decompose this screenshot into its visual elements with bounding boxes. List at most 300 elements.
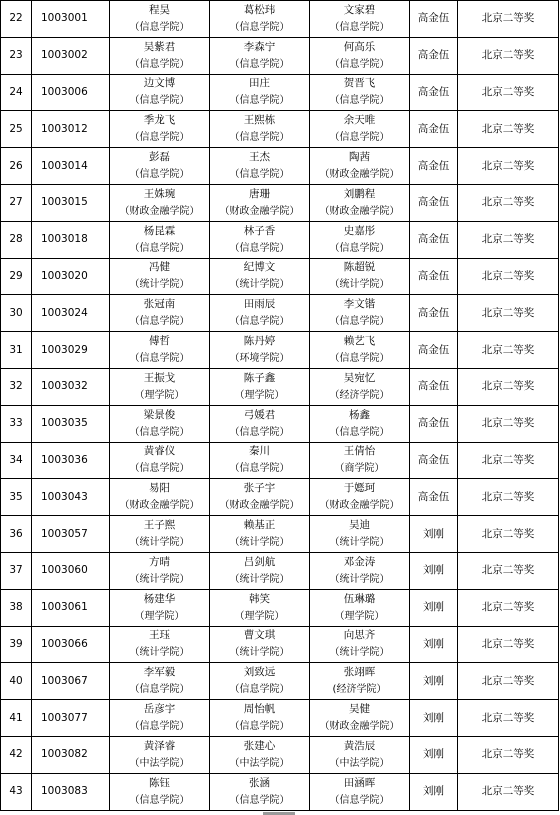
team-member-1	[110, 516, 210, 553]
member-school: （信息学院）	[129, 353, 190, 365]
member-school: （财政金融学院）	[119, 500, 200, 512]
member-name: 王振戈	[143, 371, 176, 384]
team-member-2	[210, 700, 310, 737]
member-name: 吕剑航	[243, 555, 276, 568]
award-level: 北京二等奖	[458, 184, 559, 221]
team-member-1	[110, 295, 210, 332]
member-school: （信息学院）	[229, 169, 290, 181]
member-school: （信息学院）	[329, 58, 390, 70]
award-level: 北京二等奖	[458, 148, 559, 185]
advisor: 刘刚	[410, 700, 458, 737]
member-school: （中法学院）	[129, 757, 190, 769]
row-number: 29	[1, 258, 32, 295]
team-member-3	[310, 295, 410, 332]
member-name: 刘致远	[243, 666, 276, 679]
team-member-3	[310, 148, 410, 185]
member-school: （财政金融学院）	[119, 205, 200, 217]
award-level: 北京二等奖	[458, 589, 559, 626]
member-school: （信息学院）	[129, 794, 190, 806]
member-name: 陈钰	[149, 776, 170, 789]
member-school: （财政金融学院）	[319, 169, 400, 181]
team-member-2	[210, 773, 310, 810]
advisor: 高金伍	[410, 221, 458, 258]
team-id: 1003061	[32, 589, 110, 626]
member-school: （统计学院）	[129, 279, 190, 291]
member-school: （信息学院）	[129, 21, 190, 33]
row-number: 40	[1, 663, 32, 700]
member-school: （统计学院）	[229, 279, 290, 291]
member-school: （经济学院）	[329, 389, 390, 401]
team-member-1	[110, 184, 210, 221]
team-id: 1003057	[32, 516, 110, 553]
team-id: 1003036	[32, 442, 110, 479]
team-member-3	[310, 221, 410, 258]
member-name: 张冠南	[143, 298, 176, 311]
team-id: 1003020	[32, 258, 110, 295]
member-school: （环境学院）	[229, 353, 290, 365]
table-row	[1, 589, 559, 626]
advisor: 高金伍	[410, 184, 458, 221]
row-number: 42	[1, 736, 32, 773]
member-name: 邓金涛	[343, 555, 376, 568]
team-member-3	[310, 479, 410, 516]
member-school: （信息学院）	[329, 95, 390, 107]
team-member-2	[210, 184, 310, 221]
row-number: 23	[1, 37, 32, 74]
member-school: （财政金融学院）	[219, 500, 300, 512]
member-name: 梁景俊	[143, 408, 176, 421]
member-school: （信息学院）	[129, 132, 190, 144]
member-school: （信息学院）	[329, 316, 390, 328]
advisor: 刘刚	[410, 589, 458, 626]
member-name: 唐珊	[249, 187, 270, 200]
team-id: 1003024	[32, 295, 110, 332]
team-member-2	[210, 663, 310, 700]
member-school: （信息学院）	[229, 684, 290, 696]
member-name: 方晴	[149, 555, 170, 568]
member-school: （信息学院）	[329, 353, 390, 365]
member-name: 张子宇	[243, 482, 276, 495]
member-school: （理学院）	[134, 389, 185, 401]
team-member-3	[310, 37, 410, 74]
member-school: （统计学院）	[329, 573, 390, 585]
member-name: 赖基正	[243, 519, 276, 532]
team-member-2	[210, 442, 310, 479]
member-name: 吴紫君	[143, 40, 176, 53]
table-row	[1, 773, 559, 810]
member-school: （信息学院）	[129, 463, 190, 475]
table-row	[1, 663, 559, 700]
team-member-1	[110, 700, 210, 737]
member-name: 李军毅	[143, 666, 176, 679]
award-level: 北京二等奖	[458, 74, 559, 111]
advisor: 刘刚	[410, 736, 458, 773]
table-row	[1, 552, 559, 589]
member-name: 张建心	[243, 739, 276, 752]
member-name: 陈丹婷	[243, 335, 276, 348]
member-name: 向思齐	[343, 629, 376, 642]
team-id: 1003077	[32, 700, 110, 737]
member-name: 田雨辰	[243, 298, 276, 311]
team-member-1	[110, 552, 210, 589]
table-row	[1, 442, 559, 479]
member-name: 张涵	[249, 776, 270, 789]
team-id: 1003015	[32, 184, 110, 221]
member-name: 冯健	[149, 261, 170, 274]
member-school: （信息学院）	[129, 95, 190, 107]
award-level: 北京二等奖	[458, 221, 559, 258]
member-school: （信息学院）	[229, 794, 290, 806]
award-level: 北京二等奖	[458, 663, 559, 700]
team-id: 1003006	[32, 74, 110, 111]
award-level: 北京二等奖	[458, 552, 559, 589]
member-name: 季龙飞	[143, 114, 176, 127]
member-name: 李文锴	[343, 298, 376, 311]
team-id: 1003082	[32, 736, 110, 773]
member-school: （财政金融学院）	[319, 500, 400, 512]
team-member-3	[310, 111, 410, 148]
advisor: 刘刚	[410, 552, 458, 589]
advisor: 高金伍	[410, 111, 458, 148]
table-row	[1, 368, 559, 405]
member-school: （理学院）	[134, 610, 185, 622]
award-level: 北京二等奖	[458, 332, 559, 369]
table-row	[1, 736, 559, 773]
team-member-3	[310, 74, 410, 111]
member-school: （统计学院）	[129, 573, 190, 585]
team-member-2	[210, 589, 310, 626]
team-member-3	[310, 516, 410, 553]
team-member-2	[210, 37, 310, 74]
team-member-3	[310, 700, 410, 737]
member-name: 傅哲	[149, 335, 170, 348]
table-row	[1, 111, 559, 148]
member-name: 王姝琬	[143, 187, 176, 200]
table-row	[1, 295, 559, 332]
team-member-1	[110, 74, 210, 111]
table-row	[1, 184, 559, 221]
team-member-1	[110, 405, 210, 442]
member-school: （信息学院）	[329, 242, 390, 254]
team-member-3	[310, 589, 410, 626]
member-school: （信息学院）	[229, 242, 290, 254]
team-member-1	[110, 663, 210, 700]
award-level: 北京二等奖	[458, 37, 559, 74]
team-id: 1003035	[32, 405, 110, 442]
team-id: 1003067	[32, 663, 110, 700]
member-school: （信息学院）	[229, 58, 290, 70]
member-name: 林子香	[243, 224, 276, 237]
member-school: （统计学院）	[329, 537, 390, 549]
team-id: 1003002	[32, 37, 110, 74]
team-member-1	[110, 258, 210, 295]
row-number: 38	[1, 589, 32, 626]
member-name: 吴宛忆	[343, 371, 376, 384]
award-level: 北京二等奖	[458, 700, 559, 737]
member-school: （理学院）	[334, 610, 385, 622]
team-id: 1003083	[32, 773, 110, 810]
member-name: 赖艺飞	[343, 335, 376, 348]
team-member-2	[210, 736, 310, 773]
award-level: 北京二等奖	[458, 258, 559, 295]
member-school: （统计学院）	[229, 647, 290, 659]
advisor: 高金伍	[410, 368, 458, 405]
member-school: （信息学院）	[129, 426, 190, 438]
member-name: 杨建华	[143, 592, 176, 605]
advisor: 刘刚	[410, 663, 458, 700]
team-member-2	[210, 516, 310, 553]
team-member-1	[110, 221, 210, 258]
row-number: 39	[1, 626, 32, 663]
member-school: （统计学院）	[229, 573, 290, 585]
member-name: 陈超锐	[343, 261, 376, 274]
member-school: （中法学院）	[229, 757, 290, 769]
table-row	[1, 74, 559, 111]
team-id: 1003018	[32, 221, 110, 258]
team-member-2	[210, 148, 310, 185]
member-name: 吴健	[349, 703, 370, 716]
team-member-3	[310, 552, 410, 589]
member-school: （信息学院）	[129, 242, 190, 254]
member-school: (经济学院）	[332, 684, 387, 696]
team-id: 1003014	[32, 148, 110, 185]
member-school: （信息学院）	[329, 132, 390, 144]
team-member-3	[310, 258, 410, 295]
member-name: 陈子鑫	[243, 371, 276, 384]
advisor: 高金伍	[410, 442, 458, 479]
member-name: 贺晋飞	[343, 77, 376, 90]
team-member-2	[210, 111, 310, 148]
member-school: （财政金融学院）	[219, 205, 300, 217]
member-name: 李森宁	[243, 40, 276, 53]
member-name: 易阳	[149, 482, 170, 495]
row-number: 34	[1, 442, 32, 479]
table-row	[1, 1, 559, 38]
row-number: 26	[1, 148, 32, 185]
member-name: 王倩怡	[343, 445, 376, 458]
row-number: 27	[1, 184, 32, 221]
team-member-3	[310, 184, 410, 221]
team-member-1	[110, 368, 210, 405]
member-name: 张翊晖	[343, 666, 376, 679]
member-name: 曹文琪	[243, 629, 276, 642]
team-member-2	[210, 295, 310, 332]
team-member-2	[210, 221, 310, 258]
award-level: 北京二等奖	[458, 736, 559, 773]
member-school: （信息学院）	[229, 426, 290, 438]
team-member-1	[110, 1, 210, 38]
advisor: 高金伍	[410, 479, 458, 516]
member-school: （统计学院）	[329, 647, 390, 659]
member-school: （信息学院）	[229, 21, 290, 33]
team-id: 1003066	[32, 626, 110, 663]
member-name: 杨昆霖	[143, 224, 176, 237]
team-member-2	[210, 405, 310, 442]
team-member-3	[310, 773, 410, 810]
team-member-3	[310, 1, 410, 38]
advisor: 高金伍	[410, 405, 458, 442]
member-name: 田庄	[249, 77, 270, 90]
award-level: 北京二等奖	[458, 368, 559, 405]
member-name: 吴迪	[349, 519, 370, 532]
member-school: （信息学院）	[129, 721, 190, 733]
member-name: 弓媛君	[243, 408, 276, 421]
team-member-1	[110, 773, 210, 810]
advisor: 刘刚	[410, 773, 458, 810]
team-id: 1003043	[32, 479, 110, 516]
team-member-1	[110, 589, 210, 626]
row-number: 28	[1, 221, 32, 258]
member-name: 彭磊	[149, 151, 170, 164]
member-name: 周怡帆	[243, 703, 276, 716]
member-name: 韩笑	[249, 592, 270, 605]
member-name: 岳彦宇	[143, 703, 176, 716]
member-name: 伍琳璐	[343, 592, 376, 605]
team-member-2	[210, 479, 310, 516]
member-name: 黄浩辰	[343, 739, 376, 752]
team-member-3	[310, 332, 410, 369]
member-name: 何高乐	[343, 40, 376, 53]
member-name: 田涵晖	[343, 776, 376, 789]
team-member-2	[210, 1, 310, 38]
member-name: 杨鑫	[349, 408, 370, 421]
award-level: 北京二等奖	[458, 111, 559, 148]
team-member-1	[110, 736, 210, 773]
team-id: 1003001	[32, 1, 110, 38]
advisor: 高金伍	[410, 74, 458, 111]
row-number: 37	[1, 552, 32, 589]
table-row	[1, 37, 559, 74]
table-row	[1, 258, 559, 295]
row-number: 33	[1, 405, 32, 442]
table-row	[1, 479, 559, 516]
table-row	[1, 516, 559, 553]
member-name: 秦川	[249, 445, 270, 458]
member-name: 文家碧	[343, 3, 376, 16]
member-school: （财政金融学院）	[319, 721, 400, 733]
award-table-body	[1, 1, 559, 811]
advisor: 刘刚	[410, 516, 458, 553]
team-member-1	[110, 111, 210, 148]
member-school: （统计学院）	[129, 647, 190, 659]
row-number: 24	[1, 74, 32, 111]
table-row	[1, 148, 559, 185]
member-school: （信息学院）	[329, 794, 390, 806]
advisor: 高金伍	[410, 295, 458, 332]
award-level: 北京二等奖	[458, 1, 559, 38]
member-school: （信息学院）	[229, 132, 290, 144]
row-number: 43	[1, 773, 32, 810]
member-school: （理学院）	[234, 389, 285, 401]
award-level: 北京二等奖	[458, 626, 559, 663]
advisor: 高金伍	[410, 1, 458, 38]
member-school: （信息学院）	[329, 426, 390, 438]
team-member-3	[310, 405, 410, 442]
award-level: 北京二等奖	[458, 405, 559, 442]
table-row	[1, 626, 559, 663]
table-row	[1, 221, 559, 258]
member-school: （理学院）	[234, 610, 285, 622]
table-row	[1, 700, 559, 737]
team-member-2	[210, 626, 310, 663]
row-number: 32	[1, 368, 32, 405]
table-row	[1, 332, 559, 369]
advisor: 刘刚	[410, 626, 458, 663]
team-member-2	[210, 552, 310, 589]
member-school: （信息学院）	[129, 58, 190, 70]
team-member-1	[110, 626, 210, 663]
team-member-1	[110, 37, 210, 74]
member-school: （信息学院）	[129, 684, 190, 696]
team-id: 1003012	[32, 111, 110, 148]
row-number: 30	[1, 295, 32, 332]
team-member-1	[110, 148, 210, 185]
advisor: 高金伍	[410, 37, 458, 74]
row-number: 25	[1, 111, 32, 148]
team-id: 1003032	[32, 368, 110, 405]
row-number: 41	[1, 700, 32, 737]
team-member-3	[310, 626, 410, 663]
advisor: 高金伍	[410, 258, 458, 295]
member-school: （信息学院）	[129, 169, 190, 181]
member-name: 于嫕珂	[343, 482, 376, 495]
team-member-3	[310, 368, 410, 405]
member-school: （财政金融学院）	[319, 205, 400, 217]
row-number: 35	[1, 479, 32, 516]
team-member-1	[110, 332, 210, 369]
team-member-3	[310, 442, 410, 479]
team-id: 1003029	[32, 332, 110, 369]
award-level: 北京二等奖	[458, 516, 559, 553]
award-level: 北京二等奖	[458, 479, 559, 516]
member-name: 王杰	[249, 151, 270, 164]
member-name: 王珏	[149, 629, 170, 642]
member-name: 纪博文	[243, 261, 276, 274]
team-id: 1003060	[32, 552, 110, 589]
member-name: 余天唯	[343, 114, 376, 127]
team-member-2	[210, 368, 310, 405]
advisor: 高金伍	[410, 332, 458, 369]
team-member-1	[110, 442, 210, 479]
member-school: （信息学院）	[329, 21, 390, 33]
member-name: 边文博	[143, 77, 176, 90]
team-member-2	[210, 74, 310, 111]
table-row	[1, 405, 559, 442]
member-school: （信息学院）	[229, 316, 290, 328]
member-name: 黄睿仪	[143, 445, 176, 458]
member-school: （信息学院）	[229, 463, 290, 475]
member-name: 史嘉彤	[343, 224, 376, 237]
member-school: （统计学院）	[329, 279, 390, 291]
award-level: 北京二等奖	[458, 442, 559, 479]
team-member-2	[210, 258, 310, 295]
row-number: 22	[1, 1, 32, 38]
member-school: （信息学院）	[129, 316, 190, 328]
member-school: （统计学院）	[229, 537, 290, 549]
member-name: 陶茜	[349, 151, 370, 164]
team-member-2	[210, 332, 310, 369]
award-level: 北京二等奖	[458, 773, 559, 810]
team-member-3	[310, 736, 410, 773]
member-name: 王熙栋	[243, 114, 276, 127]
team-member-3	[310, 663, 410, 700]
member-school: （信息学院）	[229, 95, 290, 107]
award-level: 北京二等奖	[458, 295, 559, 332]
member-name: 葛松玮	[243, 3, 276, 16]
member-school: （商学院）	[334, 463, 385, 475]
row-number: 31	[1, 332, 32, 369]
member-name: 刘鹏程	[343, 187, 376, 200]
